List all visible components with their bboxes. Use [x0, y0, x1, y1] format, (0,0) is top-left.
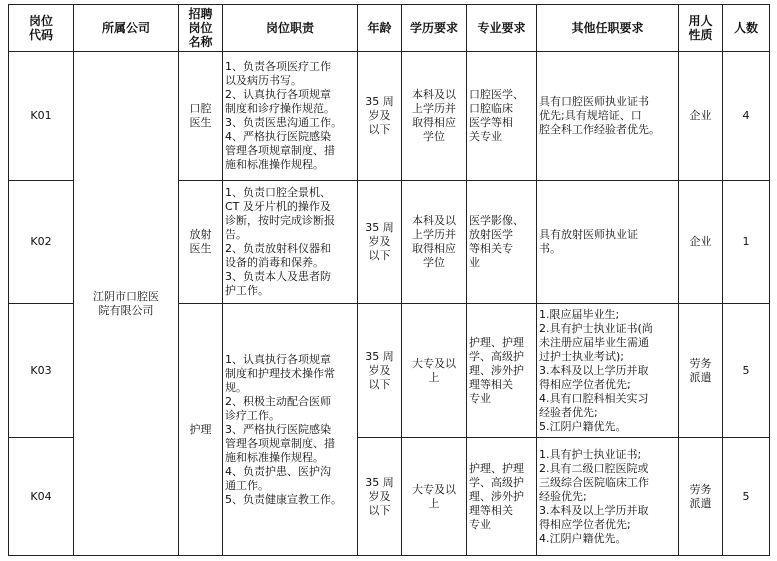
cell-other: 1.具有护士执业证书; 2.具有二级口腔医院或 三级综合医院临床工作 经验优先; 3.本科及以上学历并取 得相应学位者优先; 4.江阴户籍优先。 — [537, 438, 679, 556]
cell-post: 口腔 医生 — [179, 52, 223, 181]
cell-company: 江阴市口腔医 院有限公司 — [74, 52, 179, 556]
cell-major: 护理、护理 学、高级护 理、涉外护 理等相关 专业 — [467, 304, 537, 438]
cell-nature: 劳务 派遣 — [679, 304, 723, 438]
header-code: 岗位 代码 — [9, 5, 74, 52]
cell-code: K02 — [9, 181, 74, 304]
cell-count: 1 — [723, 181, 770, 304]
cell-count: 4 — [723, 52, 770, 181]
cell-major: 口腔医学、 口腔临床 医学等相 关专业 — [467, 52, 537, 181]
header-nature: 用人 性质 — [679, 5, 723, 52]
cell-major: 护理、护理 学、高级护 理、涉外护 理等相关 专业 — [467, 438, 537, 556]
cell-code: K04 — [9, 438, 74, 556]
header-major: 专业要求 — [467, 5, 537, 52]
cell-edu: 本科及以 上学历并 取得相应 学位 — [402, 52, 467, 181]
cell-duty: 1、负责各项医疗工作 以及病历书写。 2、认真执行各项规章 制度和诊疗操作规范。 3、负责医患沟通工作。 4、严格执行医院感染 管理各项规章制度、措 施和标准操作规程。 — [223, 52, 358, 181]
cell-duty: 1、负责口腔全景机、 CT 及牙片机的操作及 诊断，按时完成诊断报 告。 2、负责放射科仪器和 设备的消毒和保养。 3、负责本人及患者防 护工作。 — [223, 181, 358, 304]
cell-major: 医学影像、 放射医学 等相关专 业 — [467, 181, 537, 304]
header-edu: 学历要求 — [402, 5, 467, 52]
header-age: 年龄 — [358, 5, 402, 52]
cell-post: 护理 — [179, 304, 223, 556]
cell-age: 35 周 岁及 以下 — [358, 438, 402, 556]
header-company: 所属公司 — [74, 5, 179, 52]
header-duty: 岗位职责 — [223, 5, 358, 52]
header-count: 人数 — [723, 5, 770, 52]
header-post: 招聘 岗位 名称 — [179, 5, 223, 52]
cell-other: 具有口腔医师执业证书 优先;具有规培证、口 腔全科工作经验者优先。 — [537, 52, 679, 181]
cell-edu: 本科及以 上学历并 取得相应 学位 — [402, 181, 467, 304]
cell-count: 5 — [723, 438, 770, 556]
cell-age: 35 周 岁及 以下 — [358, 52, 402, 181]
cell-other: 1.限应届毕业生; 2.具有护士执业证书(尚 未注册应届毕业生需通 过护士执业考试); 3.本科及以上学历并取 得相应学位者优先; 4.具有口腔科相关实习 经验者优先; 5.江阴户籍优先。 — [537, 304, 679, 438]
cell-other: 具有放射医师执业证 书。 — [537, 181, 679, 304]
header-other: 其他任职要求 — [537, 5, 679, 52]
header-row — [9, 5, 770, 52]
cell-duty: 1、认真执行各项规章 制度和护理技术操作常 规。 2、积极主动配合医师 诊疗工作。 3、严格执行医院感染 管理各项规章制度、措 施和标准操作规程。 4、负责护患、医护沟 通工作。 5、负责健康宣教工作。 — [223, 304, 358, 556]
cell-nature: 企业 — [679, 52, 723, 181]
cell-nature: 劳务 派遣 — [679, 438, 723, 556]
cell-age: 35 周 岁及 以下 — [358, 304, 402, 438]
cell-code: K03 — [9, 304, 74, 438]
cell-post: 放射 医生 — [179, 181, 223, 304]
cell-nature: 企业 — [679, 181, 723, 304]
cell-code: K01 — [9, 52, 74, 181]
cell-edu: 大专及以 上 — [402, 304, 467, 438]
table-row — [9, 52, 770, 181]
recruitment-table — [8, 4, 770, 556]
cell-age: 35 周 岁及 以下 — [358, 181, 402, 304]
cell-edu: 大专及以 上 — [402, 438, 467, 556]
cell-count: 5 — [723, 304, 770, 438]
